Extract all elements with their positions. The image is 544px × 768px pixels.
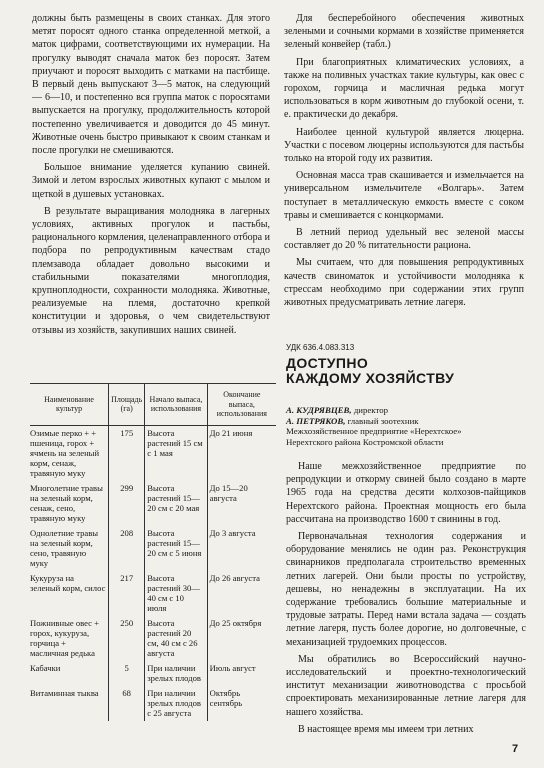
right-paragraph-1: Для бесперебойного обеспечения животных зелеными и сочными кормами в хозяйстве применяется зеленый конвейер (табл.) (284, 13, 524, 51)
table-cell-start: При наличии зрелых плодов (145, 661, 207, 686)
table-cell-start: Высота растений 30—40 см с 10 июля (145, 571, 207, 616)
table-row (30, 526, 276, 571)
article-title (286, 356, 526, 386)
right-paragraph-3: Наиболее ценной культурой является люцерна. Участки с посевом люцерны используются для пастьбы только на второй году их развития. (284, 126, 524, 165)
table-cell-crop: Витаминная тыква (30, 687, 99, 698)
table-header-area: Площадь (га) (109, 384, 145, 426)
author-1-role: директор (351, 405, 388, 415)
table-cell-area: 68 (109, 686, 145, 721)
table-header-start: Начало выпаса, использования (145, 384, 207, 426)
table-cell-area: 5 (109, 661, 145, 686)
table-header-end: Окончание выпаса, использования (207, 384, 276, 426)
table-cell-area: 175 (109, 425, 145, 481)
table-cell-end: Октябрь сентябрь (207, 686, 276, 721)
page-number: 7 (512, 743, 519, 755)
left-paragraph-3: В результате выращивания молодняка в лагерных условиях, активных прогулок и пастьбы, рационального кормления, целенаправленного отбора и подбора по репродуктивным качествам стадо племзавода обладает довольно высокими и стабильными показателями многоплодия, крупноплодности, сохранности молодняка. Животные, реализуемые на племя, достаточно крепкой конституции и здоровья, о чем свидетельствуют отзывы из хозяйств, закупивших наших свиней. (32, 205, 270, 336)
right-paragraph-4: Основная масса трав скашивается и измельчается на универсальном измельчителе «Волгарь». Затем поступает в металлическую емкость вместе с соком травы и смешивается с концкормами. (284, 170, 524, 221)
left-paragraph-2: Большое внимание уделяется купанию свиней. Зимой и летом взрослых животных купают с мылом и щеткой в душевых установках. (32, 162, 270, 200)
author-2-name: А. ПЕТРЯКОВ, (286, 415, 346, 426)
table-cell-crop: Озимые перко + + пшеница, горох + ячмень на зеленый корм, сенаж, травяную муку (30, 427, 100, 478)
right-paragraph-5: В летний период удельный вес зеленой массы составляет до 20 % питательности рациона. (284, 227, 524, 252)
table-cell-area: 299 (109, 481, 145, 526)
table-cell-end: До 21 июня (207, 425, 276, 481)
article-body (286, 460, 526, 737)
table-cell-start: При наличии зрелых плодов с 25 августа (145, 686, 207, 721)
table-cell-crop: Однолетние травы на зеленый корм, сено, травяную муку (30, 527, 99, 568)
table-cell-start: Высота растений 15—20 см с 20 мая (145, 481, 207, 526)
article-paragraph-1: Наше межхозяйственное предприятие по репродукции и откорму свиней было создано в марте 1965 года на средства десяти колхозов-пайщиков Нерехтского района. Проектная мощность его была рассчитана на производство 1600 т свинины в год. (286, 461, 526, 525)
right-paragraph-2: При благоприятных климатических условиях, а также на поливных участках такие культуры, как овес с горохом, горчица и масличная редька могут использоваться в корм животным до глубокой осени, т. е. практически до декабря. (284, 56, 524, 121)
author-1 (286, 405, 526, 416)
right-paragraph-6: Мы считаем, что для повышения репродуктивных качеств свиноматок и устойчивости молодняка к стрессам необходимо при содержании этих групп животных предусматривать летние лагеря. (284, 257, 524, 309)
affiliation-line-1: Межхозяйственное предприятие «Нерехтское» (286, 426, 462, 436)
table-cell-crop: Кукуруза на зеленый корм, силос (30, 572, 106, 593)
table-cell-start: Высота растений 15—20 см с 5 июня (145, 526, 207, 571)
author-1-name: А. КУДРЯВЦЕВ, (286, 405, 352, 415)
table-row (30, 661, 276, 686)
article-paragraph-2: Первоначальная технология содержания и оборудование менялись не один раз. Реконструкция свинарников предполагала строительство временных летних лагерей. Они были просты по устройству, дешевы, но ненадежны в эксплуатации. На их содержание требовались большие материальные и трудовые затраты. Перед нами встала задача — создать летние лагеря, пусть более дорогие, но долговечные, с механизацией трудоемких процессов. (286, 531, 526, 648)
table-cell-end: До 15—20 августа (207, 481, 276, 526)
table-cell-end: До 26 августа (207, 571, 276, 616)
left-paragraph-1: должны быть размещены в своих станках. Для этого метят поросят одного станка определенной меткой, а маток цифрами, соответствующими их нумерации. На прогулку выводят сначала маток без поросят. Затем приучают и поросят выходить с матками на пастбище. В первый день выпускают 3—5 маток, на следующий — 6—10, и постепенно вся группа маток с поросятами выпускается на прогулку, продолжительность которой постепенно увеличивается и доводится до 45 минут. Животные очень быстро привыкают к своим станкам и после прогулки не смешиваются. (32, 13, 270, 157)
table-cell-area: 217 (109, 571, 145, 616)
table-row (30, 425, 276, 481)
author-2 (286, 416, 526, 427)
right-column (284, 12, 524, 310)
table-cell-end: До 3 августа (207, 526, 276, 571)
table-cell-start: Высота растений 20 см, 40 см с 26 августа (145, 616, 207, 661)
article-authors (286, 405, 526, 447)
article-paragraph-4: В настоящее время мы имеем три летних (298, 723, 474, 735)
table-cell-area: 208 (109, 526, 145, 571)
table-cell-end: Июль август (207, 661, 276, 686)
article-title-line-2: КАЖДОМУ ХОЗЯЙСТВУ (286, 370, 455, 386)
article-paragraph-3: Мы обратились во Всероссийский научно-исследовательский и проектно-технологический институт механизации животноводства с просьбой спроектировать механизированные летние лагеря для нашего хозяйства. (286, 653, 526, 718)
affiliation-line-2: Нерехтского района Костромской области (286, 436, 444, 447)
article-title-line-1: ДОСТУПНО (286, 355, 369, 371)
table-cell-end: До 25 октября (207, 616, 276, 661)
left-column (32, 12, 270, 338)
table-cell-crop: Кабачки (30, 662, 61, 673)
table-cell-crop: Пожнивные овес + горох, кукуруза, горчица + масличная редька (30, 617, 99, 658)
table-cell-area: 250 (109, 616, 145, 661)
table-row (30, 481, 276, 526)
table-header-row (30, 384, 276, 426)
table-cell-start: Высота растений 15 см с 1 мая (145, 425, 207, 481)
table-row (30, 571, 276, 616)
udk-code: УДК 636.4.083.313 (286, 343, 355, 352)
author-2-role: главный зоотехник (345, 415, 419, 426)
table-row (30, 686, 276, 721)
table-cell-crop: Многолетние травы на зеленый корм, сенаж, сено, травяную муку (30, 482, 103, 523)
table-row (30, 616, 276, 661)
green-conveyor-table (30, 383, 276, 721)
table-header-crop: Наименование культур (30, 384, 109, 426)
